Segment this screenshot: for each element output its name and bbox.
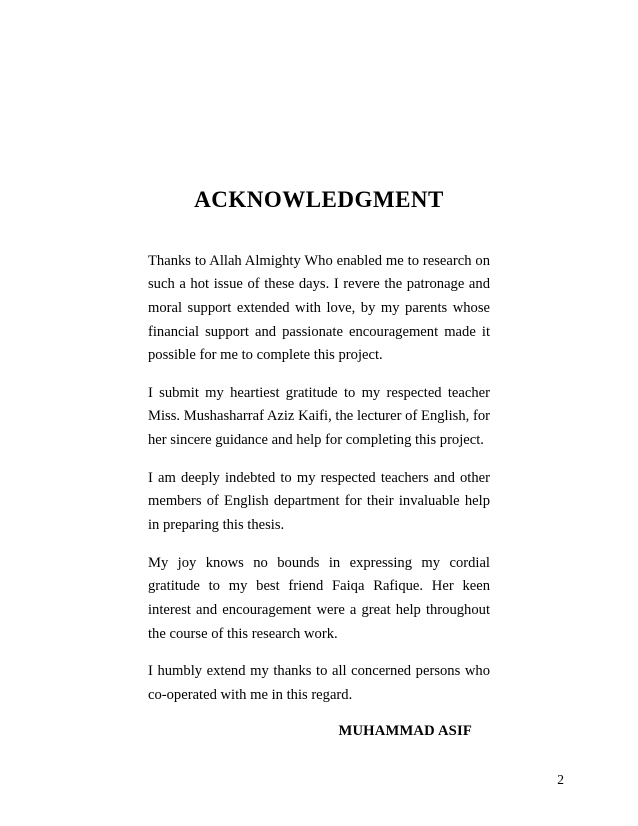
paragraph-5: I humbly extend my thanks to all concerned persons who co-operated with me in this regard. [148,663,490,703]
document-body [148,186,490,740]
author-signature: MUHAMMAD ASIF [338,723,472,740]
page-number: 2 [557,772,564,787]
paragraph-2: I submit my heartiest gratitude to my respected teacher Miss. Mushasharraf Aziz Kaifi, the lecturer of English, for her sincere guidance and help for completing this project. [148,384,490,449]
paragraph-4: My joy knows no bounds in expressing my cordial gratitude to my best friend Faiqa Rafique. Her keen interest and encouragement were a great help throughout the course of this research work. [148,554,490,642]
paragraph-3: I am deeply indebted to my respected teachers and other members of English department for their invaluable help in preparing this thesis. [148,469,490,533]
paragraph-1: Thanks to Allah Almighty Who enabled me to research on such a hot issue of these days. I revere the patronage and moral support extended with love, by my parents whose financial support and passionate encouragement made it possible for me to complete this project. [148,252,490,364]
page-title: ACKNOWLEDGMENT [194,187,444,212]
